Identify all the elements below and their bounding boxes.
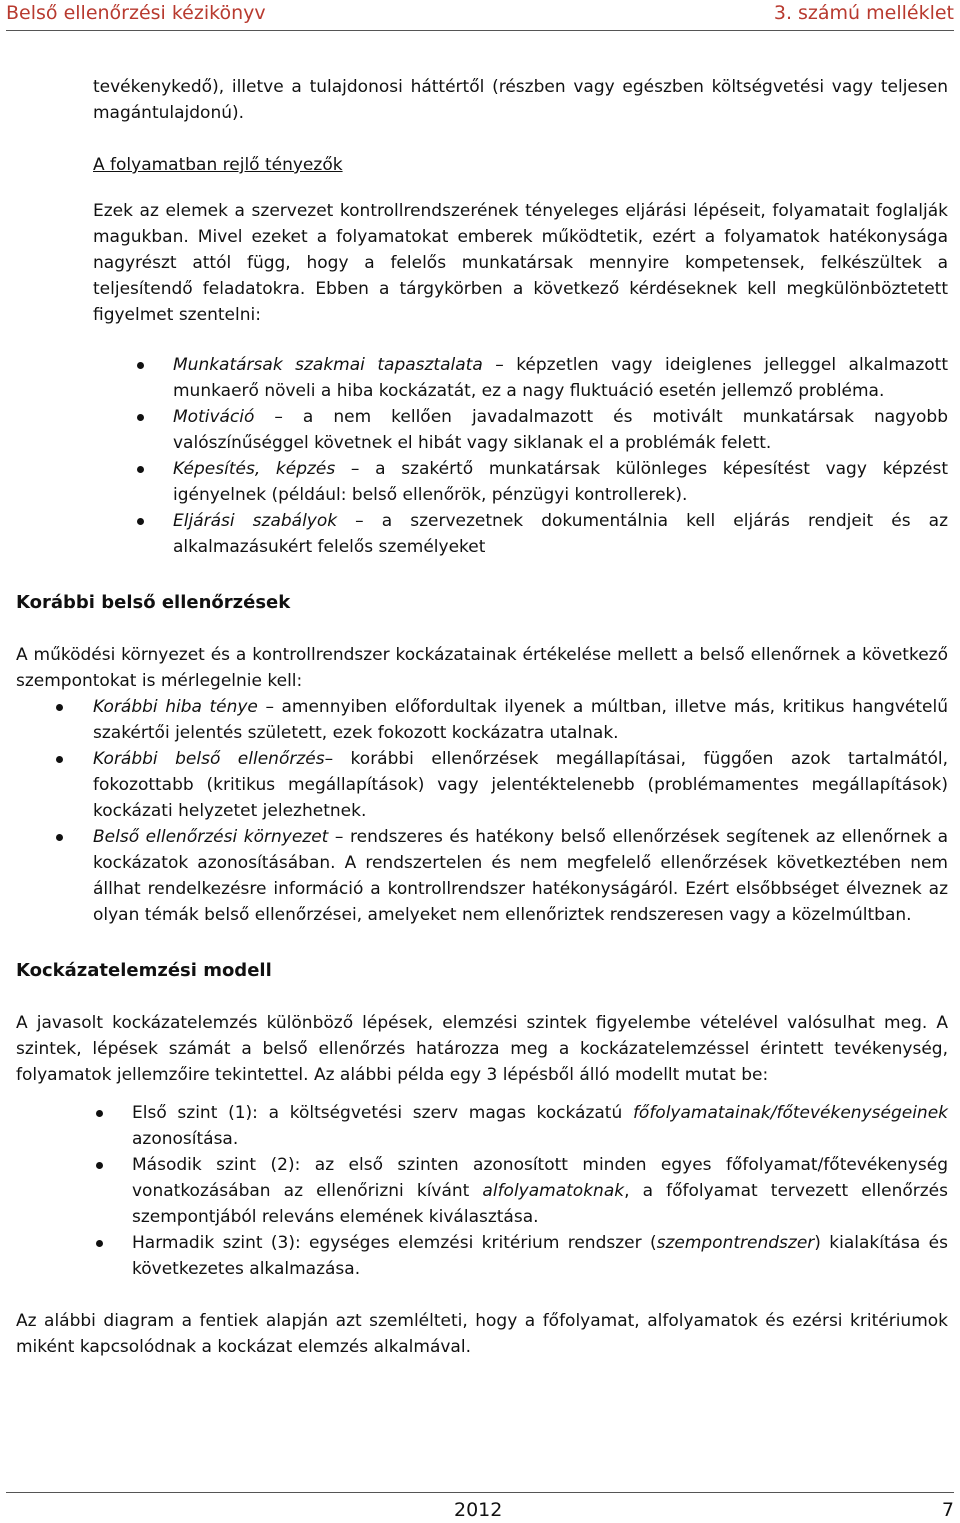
- previous-audits-paragraph: A működési környezet és a kontrollrendszer kockázatainak értékelése mellett a belső ellenőrnek a következő szempontokat is mérlegelnie kell:: [16, 645, 948, 691]
- item-term: Képesítés, képzés: [173, 459, 336, 479]
- item-text: – korábbi ellenőrzések megállapításai, függően azok tartalmától, fokozottabb (kritikus megállapítások) vagy jelentéktelenebb (problémamentes megállapítások) kockázati helyzetet jelezhetnek.: [93, 749, 948, 821]
- list-item: [16, 824, 948, 928]
- page-content: [16, 74, 948, 1360]
- item-text: , a főfolyamat tervezett ellenőrzés szempontjából releváns elemének kiválasztása.: [132, 1181, 948, 1227]
- list-item: [16, 694, 948, 746]
- item-text: Első szint (1): a költségvetési szerv magas kockázatú: [132, 1103, 633, 1123]
- previous-audits-list: [16, 694, 948, 928]
- item-text: Második szint (2): az első szinten azonosított minden egyes főfolyamat/főtevékenység vonatkozásában az ellenőrizni kívánt: [132, 1155, 948, 1201]
- item-term: főfolyamatainak/főtevékenységeinek: [632, 1103, 948, 1123]
- document-title: Belső ellenőrzési kézikönyv: [6, 2, 266, 24]
- item-text: – a szakértő munkatársak különleges képesítést vagy képzést igényelnek (például: belső ellenőrök, pénzügyi kontrollerek).: [173, 459, 948, 505]
- process-factors-subtitle: A folyamatban rejlő tényezők: [93, 155, 343, 175]
- item-term: Eljárási szabályok: [173, 511, 338, 531]
- item-text: – a szervezetnek dokumentálnia kell eljárás rendjeit és az alkalmazásukért felelős személyeket: [173, 511, 948, 557]
- previous-audits-heading: Korábbi belső ellenőrzések: [16, 592, 291, 613]
- risk-model-list: [16, 1100, 948, 1282]
- risk-model-paragraph: A javasolt kockázatelemzés különböző lépések, elemzési szintek figyelembe vételével valósulhat meg. A szintek, lépések számát a belső ellenőrzés határozza meg a kockázatelemzéssel érintett tevékenység, folyamatok jellemzőire tekintettel. Az alábbi példa egy 3 lépésből álló modellt mutat be:: [16, 1013, 948, 1085]
- item-text: – képzetlen vagy ideiglenes jelleggel alkalmazott munkaerő növeli a hiba kockázatát, ez a nagy fluktuáció esetén jellemző probléma.: [173, 355, 948, 401]
- item-text: – amennyiben előfordultak ilyenek a múltban, illetve más, kritikus hangvételű szakértői jelentés született, ezek fokozott kockázatra utalnak.: [93, 697, 948, 743]
- item-text: – a nem kellően javadalmazott és motivált munkatársak nagyobb valószínűséggel követnek el hibát vagy siklanak el a problémák felett.: [173, 407, 948, 453]
- item-text: ) kialakítása és következetes alkalmazása.: [132, 1233, 948, 1279]
- list-item: [16, 1230, 948, 1282]
- list-item: [16, 456, 948, 508]
- item-text: Harmadik szint (3): egységes elemzési kritérium rendszer (: [132, 1233, 657, 1253]
- footer-year: 2012: [454, 1499, 503, 1521]
- item-term: szempontrendszer: [656, 1233, 815, 1253]
- item-term: Korábbi belső ellenőrzés: [93, 749, 325, 769]
- page-footer: [6, 1492, 954, 1521]
- list-item: [16, 404, 948, 456]
- intro-paragraph: tevékenykedő), illetve a tulajdonosi háttértől (részben vagy egészben költségvetési vagy teljesen magántulajdonú).: [93, 77, 948, 123]
- item-term: Belső ellenőrzési környezet: [93, 827, 329, 847]
- risk-model-closing: Az alábbi diagram a fentiek alapján azt szemlélteti, hogy a főfolyamat, alfolyamatok és ezérsi kritériumok miként kapcsolódnak a kockázat elemzés alkalmával.: [16, 1311, 948, 1357]
- item-text: – rendszeres és hatékony belső ellenőrzések segítenek az ellenőrnek a kockázatok azonosításában. A rendszertelen és nem megfelelő ellenőrzések következtében nem állhat rendelkezésre információ a kontrollrendszer hatékonyságáról. Ezért elsőbbséget élveznek az olyan témák belső ellenőrzései, amelyeket nem ellenőriztek rendszeresen vagy a közelmúltban.: [93, 827, 948, 925]
- annex-label: 3. számú melléklet: [773, 2, 954, 24]
- item-text: azonosítása.: [132, 1129, 239, 1149]
- risk-model-heading: Kockázatelemzési modell: [16, 960, 272, 981]
- item-term: Korábbi hiba ténye: [93, 697, 258, 717]
- process-factors-list: [16, 352, 948, 560]
- page-header: [6, 0, 954, 31]
- item-term: Munkatársak szakmai tapasztalata: [173, 355, 483, 375]
- item-term: alfolyamatoknak: [482, 1181, 625, 1201]
- list-item: [16, 352, 948, 404]
- list-item: [16, 1152, 948, 1230]
- process-factors-paragraph: Ezek az elemek a szervezet kontrollrendszerének tényeleges eljárási lépéseit, folyamatait foglalják magukban. Mivel ezeket a folyamatokat emberek működtetik, ezért a folyamatok hatékonysága nagyrészt attól függ, hogy a felelős munkatársak mennyire kompetensek, felkészültek a teljesítendő feladatokra. Ebben a tárgykörben a következő kérdéseknek kell megkülönböztetett figyelmet szentelni:: [93, 201, 948, 325]
- page-number: 7: [941, 1499, 954, 1521]
- list-item: [16, 746, 948, 824]
- list-item: [16, 508, 948, 560]
- list-item: [16, 1100, 948, 1152]
- item-term: Motiváció: [173, 407, 255, 427]
